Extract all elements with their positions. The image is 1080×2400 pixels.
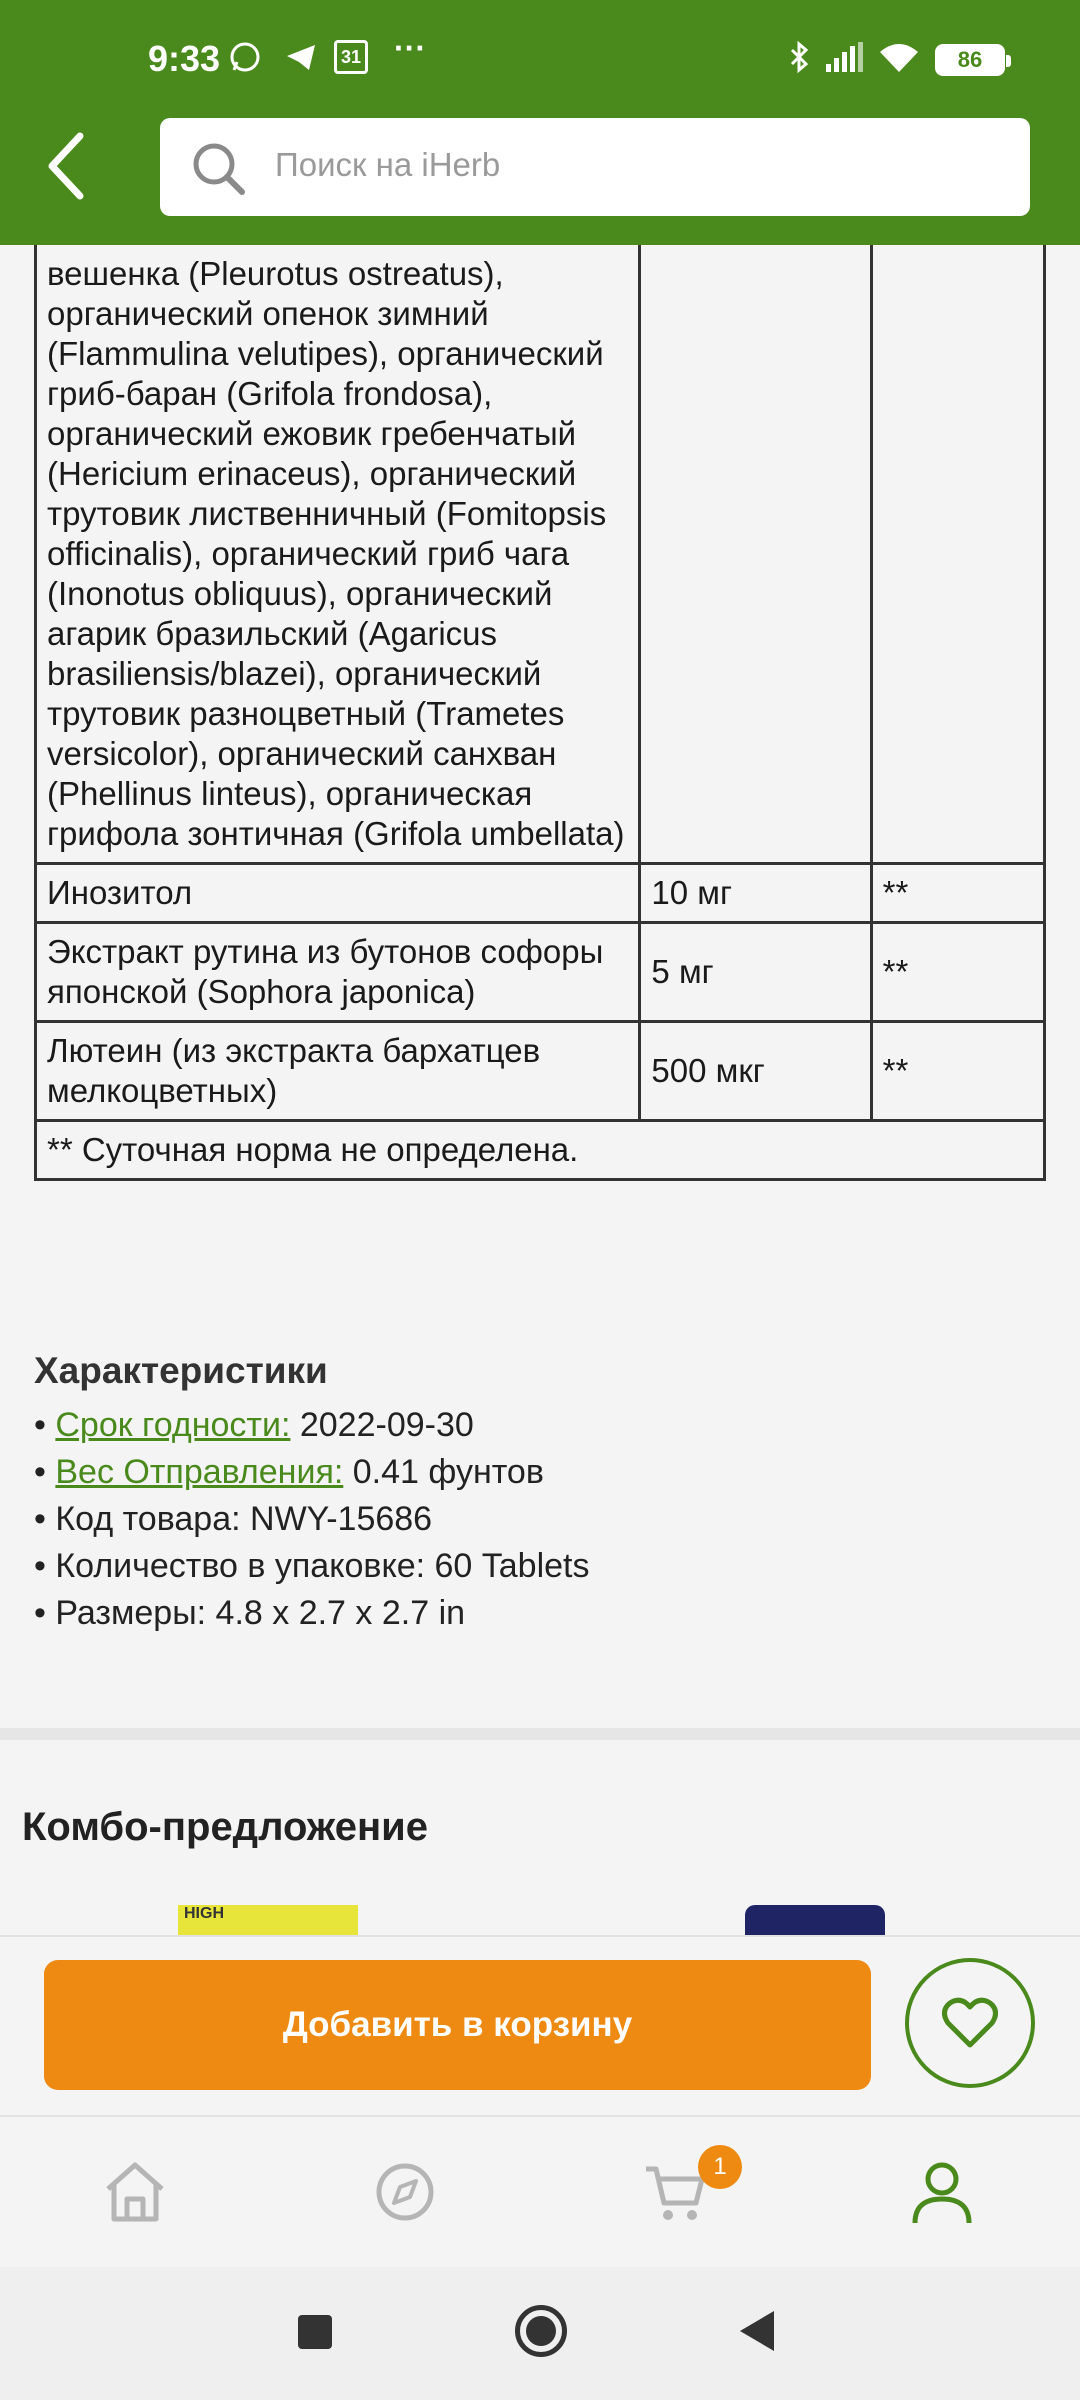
expiry-link[interactable]: Срок годности:	[55, 1406, 291, 1444]
product-code: Код товара: NWY-15686	[55, 1500, 433, 1538]
table-footnote: ** Суточная норма не определена.	[36, 1121, 1045, 1180]
ingredient-amount: 5 мг	[640, 923, 871, 1022]
favorite-button[interactable]	[905, 1958, 1035, 2088]
search-placeholder: Поиск на iHerb	[275, 146, 501, 183]
cart-count-badge: 1	[698, 2145, 742, 2189]
home-button[interactable]	[515, 2305, 567, 2357]
combo-offer-title: Комбо-предложение	[22, 1805, 428, 1849]
table-row	[36, 1022, 1045, 1121]
combo-product-label: HIGH	[184, 1905, 224, 1922]
ingredient-daily-value	[871, 217, 1044, 864]
ingredient-amount: 10 мг	[640, 864, 871, 923]
dimensions: Размеры: 4.8 x 2.7 x 2.7 in	[55, 1594, 466, 1632]
shipping-weight-value: 0.41 фунтов	[352, 1453, 544, 1491]
combo-product-image[interactable]	[178, 1905, 358, 1937]
shipping-weight-link[interactable]: Вес Отправления:	[55, 1453, 344, 1491]
list-item: • Количество в упаковке: 60 Tablets	[34, 1547, 590, 1585]
table-footnote-row	[36, 1121, 1045, 1180]
ingredient-daily-value: **	[871, 1022, 1044, 1121]
characteristics-title: Характеристики	[34, 1350, 328, 1391]
telegram-icon	[284, 40, 318, 74]
list-item: • Срок годности: 2022-09-30	[34, 1406, 474, 1444]
bottom-navigation	[0, 2115, 1080, 2267]
list-item: • Код товара: NWY-15686	[34, 1500, 433, 1538]
table-row	[36, 923, 1045, 1022]
section-divider	[0, 1728, 1080, 1740]
supplement-facts-table	[34, 215, 1046, 1181]
add-to-cart-button[interactable]: Добавить в корзину	[44, 1960, 871, 2090]
ingredient-name: вешенка (Pleurotus ostreatus), органический опенок зимний (Flammulina velutipes), органический гриб-баран (Grifola frondosa), органический ежовик гребенчатый (Hericium erinaceus), органический трутовик лиственничный (Fomitopsis officinalis), органический гриб чага (Inonotus obliquus), органический агарик бразильский (Agaricus brasiliensis/blazei), органический трутовик разноцветный (Trametes versicolor), органический санхван (Phellinus linteus), органическая грифола зонтичная (Grifola umbellata)	[36, 217, 640, 864]
list-item: • Вес Отправления: 0.41 фунтов	[34, 1453, 544, 1491]
package-quantity: Количество в упаковке: 60 Tablets	[55, 1547, 590, 1585]
calendar-icon: 31	[334, 40, 368, 74]
status-bar	[0, 0, 1080, 118]
ingredient-daily-value: **	[871, 923, 1044, 1022]
system-navigation-bar	[0, 2267, 1080, 2400]
ingredient-amount: 500 мкг	[640, 1022, 871, 1121]
battery-indicator: 86	[935, 44, 1005, 76]
whatsapp-icon	[228, 40, 262, 74]
list-item: • Размеры: 4.8 x 2.7 x 2.7 in	[34, 1594, 466, 1632]
explore-icon[interactable]	[370, 2157, 440, 2227]
ingredient-name: Экстракт рутина из бутонов софоры японской (Sophora japonica)	[36, 923, 640, 1022]
action-bar	[0, 1935, 1080, 2115]
search-icon	[190, 140, 246, 196]
table-row	[36, 217, 1045, 864]
account-icon[interactable]	[907, 2157, 977, 2227]
combo-product-image[interactable]	[745, 1905, 885, 1937]
ingredient-name: Инозитол	[36, 864, 640, 923]
bluetooth-icon	[782, 40, 816, 74]
home-icon[interactable]	[100, 2157, 170, 2227]
ingredient-amount	[640, 217, 871, 864]
wifi-icon	[878, 40, 920, 74]
more-notifications-icon: ···	[394, 30, 426, 66]
characteristics-section	[34, 1350, 590, 1637]
status-time: 9:33	[148, 38, 221, 79]
back-button[interactable]	[40, 130, 92, 202]
ingredient-daily-value: **	[871, 864, 1044, 923]
signal-icon	[824, 40, 864, 74]
search-input[interactable]	[160, 118, 1030, 216]
table-row	[36, 864, 1045, 923]
system-back-button[interactable]	[740, 2311, 774, 2351]
app-header	[0, 0, 1080, 245]
heart-icon	[942, 1997, 998, 2049]
expiry-value: 2022-09-30	[299, 1406, 474, 1444]
recent-apps-button[interactable]	[298, 2315, 332, 2349]
ingredient-name: Лютеин (из экстракта бархатцев мелкоцветных)	[36, 1022, 640, 1121]
